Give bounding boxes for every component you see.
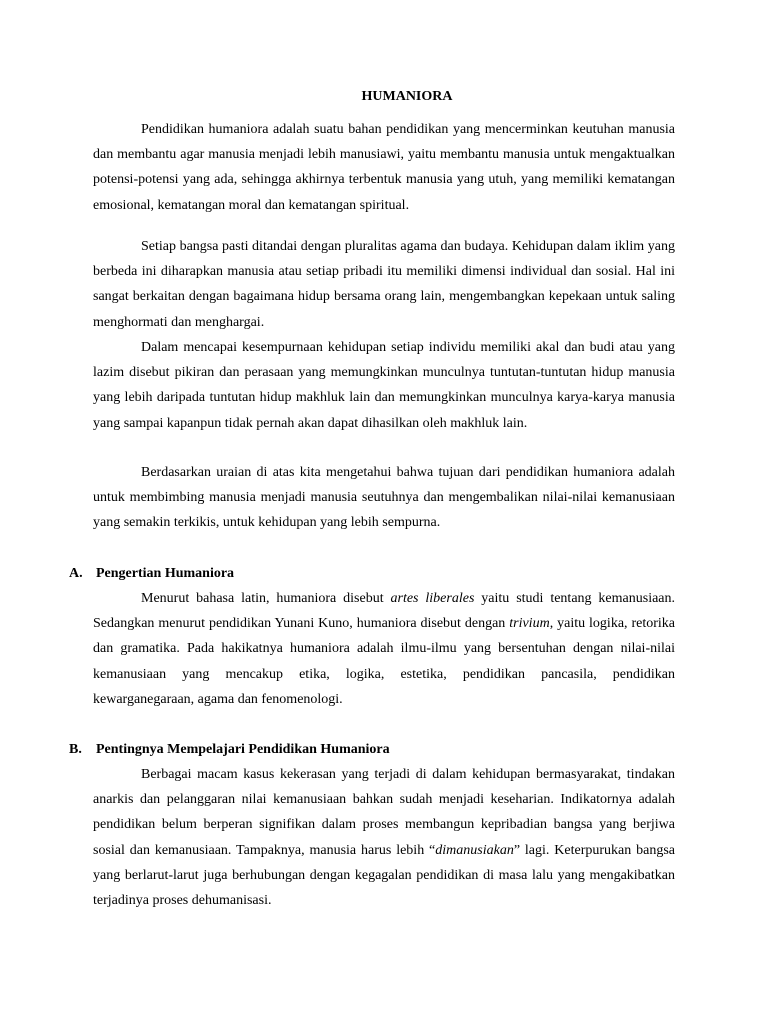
- section-a-title: Pengertian Humaniora: [96, 566, 235, 581]
- section-b-heading: [69, 740, 390, 760]
- intro-paragraph-3: Dalam mencapai kesempurnaan kehidupan setiap individu memiliki akal dan budi atau yang lazim disebut pikiran dan perasaan yang memungkinkan munculnya tuntutan-tuntutan hidup manusia yang lebih daripada tuntutan hidup makhluk lain dan memungkinkan munculnya karya-karya manusia yang sampai kapanpun tidak pernah akan dapat dihasilkan oleh makhluk lain.: [93, 340, 675, 431]
- intro-paragraph-4: Berdasarkan uraian di atas kita mengetahui bahwa tujuan dari pendidikan humaniora adalah untuk membimbing manusia menjadi manusia seutuhnya dan mengembalikan nilai-nilai kemanusiaan yang semakin terkikis, untuk kehidupan yang lebih sempurna.: [93, 465, 675, 531]
- section-b-paragraph: Berbagai macam kasus kekerasan yang terjadi di dalam kehidupan bermasyarakat, tindakan anarkis dan pelanggaran nilai kemanusiaan bahkan sudah menjadi keseharian. Indikatornya adalah pendidikan belum berperan signifikan dalam proses membangun kepribadian bangsa yang berjiwa sosial dan kemanusiaan. Tampaknya, manusia harus lebih “dimanusiakan” lagi. Keterpurukan bangsa yang berlarut-larut juga berhubungan dengan kegagalan pendidikan di masa lalu yang mengakibatkan terjadinya proses dehumanisasi.: [93, 767, 675, 909]
- term-trivium: trivium: [509, 616, 550, 632]
- section-a-paragraph: Menurut bahasa latin, humaniora disebut artes liberales yaitu studi tentang kemanusiaan. Sedangkan menurut pendidikan Yunani Kuno, humaniora disebut dengan trivium, yaitu logika, retorika dan gramatika. Pada hakikatnya humaniora adalah ilmu-ilmu yang bersentuhan dengan nilai-nilai kemanusiaan yang mencakup etika, logika, estetika, pendidikan pancasila, pendidikan kewarganegaraan, agama dan fenomenologi.: [93, 591, 676, 707]
- intro-paragraph-1: Pendidikan humaniora adalah suatu bahan pendidikan yang mencerminkan keutuhan manusia dan membantu agar manusia menjadi lebih manusiawi, yaitu membantu manusia untuk mengaktualkan potensi-potensi yang ada, sehingga akhirnya terbentuk manusia yang utuh, yang memiliki kematangan emosional, kematangan moral dan kematangan spiritual.: [93, 122, 675, 213]
- section-a-heading: [69, 564, 234, 584]
- term-dimanusiakan: dimanusiakan: [435, 842, 514, 858]
- section-b-marker: B.: [69, 742, 82, 757]
- intro-paragraph-2: Setiap bangsa pasti ditandai dengan pluralitas agama dan budaya. Kehidupan dalam iklim yang berbeda ini diharapkan manusia atau setiap pribadi itu memiliki dimensi individual dan sosial. Hal ini sangat berkaitan dengan bagaimana hidup bersama orang lain, mengembangkan kepekaan untuk saling menghormati dan menghargai.: [93, 239, 675, 330]
- term-artes-liberales: artes liberales: [390, 591, 475, 606]
- document-title: HUMANIORA: [361, 89, 453, 104]
- section-b-title: Pentingnya Mempelajari Pendidikan Humaniora: [96, 742, 390, 757]
- section-a-marker: A.: [69, 566, 83, 581]
